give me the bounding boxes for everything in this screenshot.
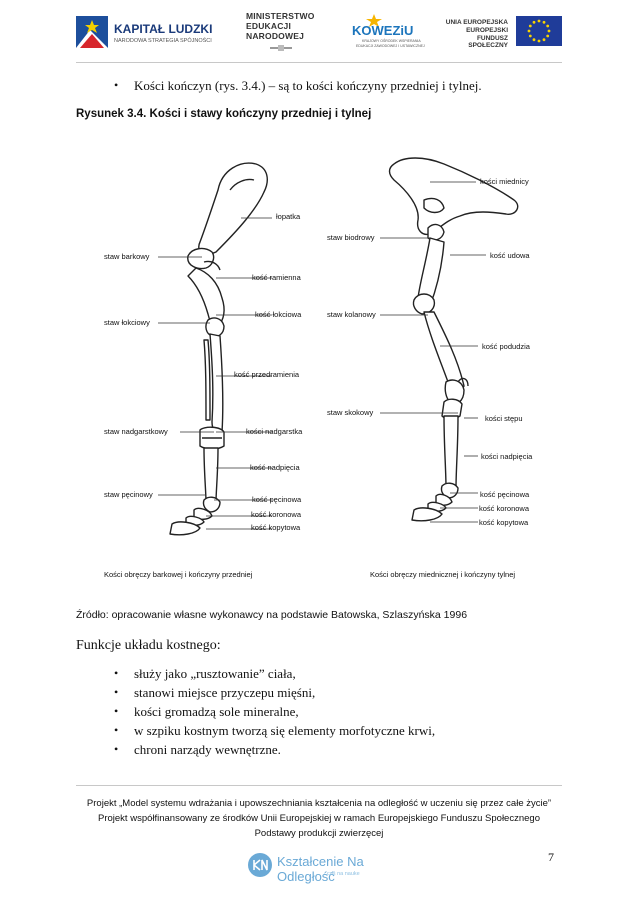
kapital-ludzki-logo [76, 16, 216, 52]
kowezu-logo [350, 14, 440, 54]
men-logo [246, 12, 326, 56]
label-kosc-przedramienia: kość przedramienia [234, 370, 300, 379]
men-line-2: EDUKACJI [246, 21, 292, 31]
kapital-ludzki-subtitle: NARODOWA STRATEGIA SPÓJNOŚCI [114, 38, 212, 44]
label-staw-biodrowy: staw biodrowy [327, 233, 375, 242]
figure-source: Źródło: opracowanie własne wykonawcy na podstawie Batowska, Szlaszyńska 1996 [76, 609, 468, 621]
ue-line-2: EUROPEJSKI [466, 27, 508, 34]
list-item [114, 704, 554, 723]
label-staw-pecinowy: staw pęcinowy [104, 490, 153, 499]
list-item [114, 666, 554, 685]
label-kosc-lokciowa: kość łokciowa [255, 310, 302, 319]
label-hind-kosc-pecinowa: kość pęcinowa [480, 490, 530, 499]
ue-logo [444, 16, 564, 50]
men-line-1: MINISTERSTWO [246, 11, 315, 21]
label-lopatka: łopatka [276, 212, 301, 221]
list-item-text: w szpiku kostnym tworzą się elementy morfotyczne krwi, [134, 723, 436, 738]
list-item-text: stanowi miejsce przyczepu mięśni, [134, 685, 316, 700]
header-divider [76, 62, 562, 63]
kno-logo [247, 850, 397, 882]
kno-logo-name: Kształcenie Na Odległość [277, 854, 364, 884]
label-kosc-koronowa: kość koronowa [251, 510, 302, 519]
list-bullet: • [114, 704, 119, 718]
label-staw-lokciowy: staw łokciowy [104, 318, 150, 327]
footer-course-line: Podstawy produkcji zwierzęcej [254, 828, 384, 839]
list-item-text: chroni narządy wewnętrzne. [134, 742, 281, 757]
kapital-ludzki-title: KAPITAŁ LUDZKI [114, 22, 213, 36]
caption-front: Kości obręczy barkowej i kończyny przedniej [104, 570, 253, 579]
page-number: 7 [548, 850, 554, 864]
figure-title: Rysunek 3.4. Kości i stawy kończyny przedniej i tylnej [76, 108, 372, 120]
list-bullet: • [114, 666, 119, 680]
ue-line-1: UNIA EUROPEJSKA [445, 19, 508, 26]
caption-hind: Kości obręczy miednicznej i kończyny tylnej [370, 570, 516, 579]
label-kosc-ramienna: kość ramienna [252, 273, 301, 282]
list-bullet: • [114, 723, 119, 737]
kno-logo-tagline: coś na nauke [327, 871, 360, 877]
men-line-3: NARODOWEJ [246, 31, 304, 41]
list-bullet: • [114, 742, 119, 756]
eu-flag-icon [516, 16, 562, 46]
list-bullet: • [114, 685, 119, 699]
kowezu-sub-2: EDUKACJI ZAWODOWEJ I USTAWICZNEJ [356, 44, 425, 48]
header-logos [0, 0, 638, 64]
label-kosc-podudzia: kość podudzia [482, 342, 530, 351]
intro-bullet-dot: • [114, 78, 119, 92]
functions-heading: Funkcje układu kostnego: [76, 638, 221, 653]
kowezu-name: KOWEZiU [352, 23, 414, 38]
kowezu-sub-1: KRAJOWY OŚRODEK WSPIERANIA [362, 39, 421, 43]
list-item [114, 742, 554, 761]
label-staw-skokowy: staw skokowy [327, 408, 374, 417]
intro-bullet-text: Kości kończyn (rys. 3.4.) – są to kości kończyny przedniej i tylnej. [134, 78, 482, 93]
label-kosci-nadpiecia: kości nadpięcia [481, 452, 533, 461]
label-kosc-udowa: kość udowa [490, 251, 530, 260]
kapital-ludzki-flag-icon [76, 16, 108, 48]
label-hind-kosc-kopytowa: kość kopytowa [479, 518, 529, 527]
footer-divider [76, 785, 562, 786]
list-item [114, 685, 554, 704]
functions-list [114, 666, 554, 761]
label-kosc-pecinowa: kość pęcinowa [252, 495, 302, 504]
men-eagle-icon [270, 44, 292, 52]
list-item-text: kości gromadzą sole mineralne, [134, 704, 299, 719]
footer-funding-line: Projekt współfinansowany ze środków Unii Europejskiej w ramach Europejskiego Funduszu Społecznego [98, 813, 540, 824]
list-item-text: służy jako „rusztowanie” ciała, [134, 666, 296, 681]
label-kosci-nadgarstka: kości nadgarstka [246, 427, 303, 436]
footer-project-line: Projekt „Model systemu wdrażania i upowszechniania kształcenia na odległość w uczeniu się przez całe życie” [86, 798, 552, 809]
label-staw-kolanowy: staw kolanowy [327, 310, 376, 319]
label-kosc-nadpiecia: kość nadpięcia [250, 463, 300, 472]
ue-line-3: FUNDUSZ SPOŁECZNY [468, 35, 508, 49]
label-kosc-kopytowa: kość kopytowa [251, 523, 301, 532]
label-staw-barkowy: staw barkowy [104, 252, 150, 261]
kno-emblem-icon [247, 852, 273, 878]
label-kosci-miednicy: kości miednicy [480, 177, 529, 186]
label-kosci-stepu: kości stępu [485, 414, 523, 423]
label-hind-kosc-koronowa: kość koronowa [479, 504, 530, 513]
list-item [114, 723, 554, 742]
label-staw-nadgarstkowy: staw nadgarstkowy [104, 427, 168, 436]
